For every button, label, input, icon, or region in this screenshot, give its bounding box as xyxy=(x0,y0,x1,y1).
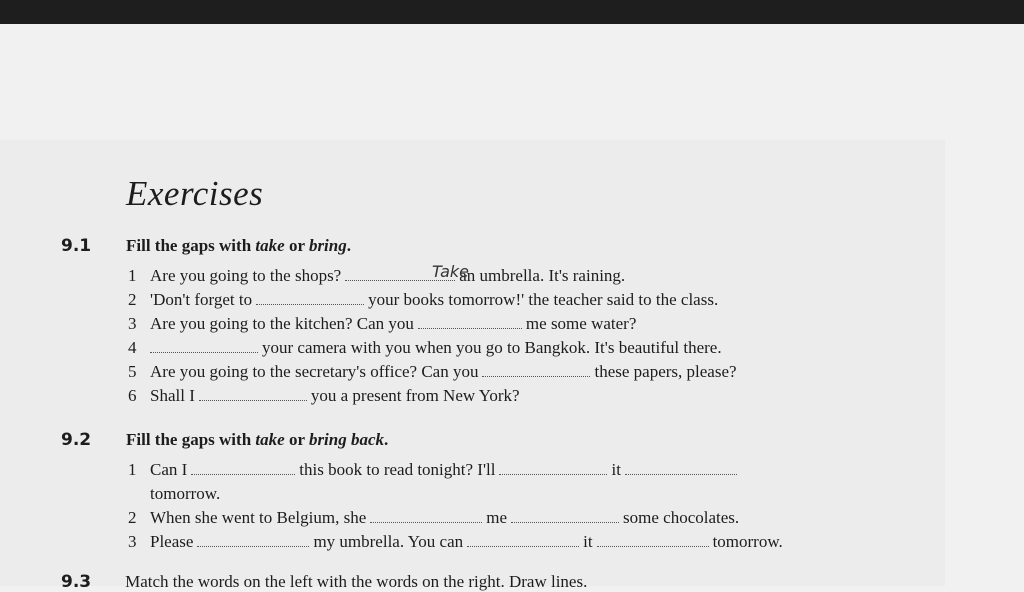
exercise-item: 4 your camera with you when you go to Bangkok. It's beautiful there. xyxy=(128,338,722,357)
answer-gap[interactable] xyxy=(467,534,579,547)
exercise-item: 2 When she went to Belgium, she me some chocolates. xyxy=(128,508,740,527)
answer-gap[interactable] xyxy=(597,534,709,547)
exercise-item: 5 Are you going to the secretary's office? Can you these papers, please? xyxy=(128,362,737,381)
exercise-instructions: Fill the gaps with take or bring. xyxy=(126,236,351,255)
exercise-item: 2 'Don't forget to your books tomorrow!' the teacher said to the class. xyxy=(128,290,719,309)
answer-gap[interactable] xyxy=(191,462,295,475)
answer-gap[interactable] xyxy=(197,534,309,547)
exercise-instructions: Fill the gaps with take or bring back. xyxy=(126,430,389,449)
top-bar xyxy=(0,0,1024,24)
answer-gap[interactable] xyxy=(511,510,619,523)
exercise-item: 1 Can I this book to read tonight? I'll it xyxy=(128,460,741,480)
answer-gap[interactable] xyxy=(625,462,737,475)
answer-gap[interactable] xyxy=(499,462,607,475)
answer-gap[interactable] xyxy=(418,316,522,329)
exercise-item: 1 Are you going to the shops? an umbrella. It's raining. xyxy=(128,266,626,285)
exercise-item: 6 Shall I you a present from New York? xyxy=(128,386,520,405)
answer-gap[interactable] xyxy=(482,364,590,377)
answer-gap[interactable] xyxy=(256,292,364,305)
exercise-item-continuation: tomorrow. xyxy=(150,484,221,503)
exercise-item: 3 Are you going to the kitchen? Can you me some water? xyxy=(128,314,637,333)
exercise-instructions: Match the words on the left with the words on the right. Draw lines. xyxy=(125,572,588,591)
answer-gap[interactable] xyxy=(199,388,307,401)
exercise-number: 9.2 xyxy=(61,430,92,450)
exercise-number: 9.1 xyxy=(61,236,92,256)
exercise-number: 9.3 xyxy=(61,572,92,592)
handwritten-answer: Take xyxy=(432,262,470,281)
exercise-heading-cut-off xyxy=(61,572,587,592)
exercise-item: 3 Please my umbrella. You can it tomorrow. xyxy=(128,532,783,551)
answer-gap[interactable] xyxy=(370,510,482,523)
answer-gap[interactable] xyxy=(150,340,258,353)
page-title: Exercises xyxy=(126,174,264,213)
